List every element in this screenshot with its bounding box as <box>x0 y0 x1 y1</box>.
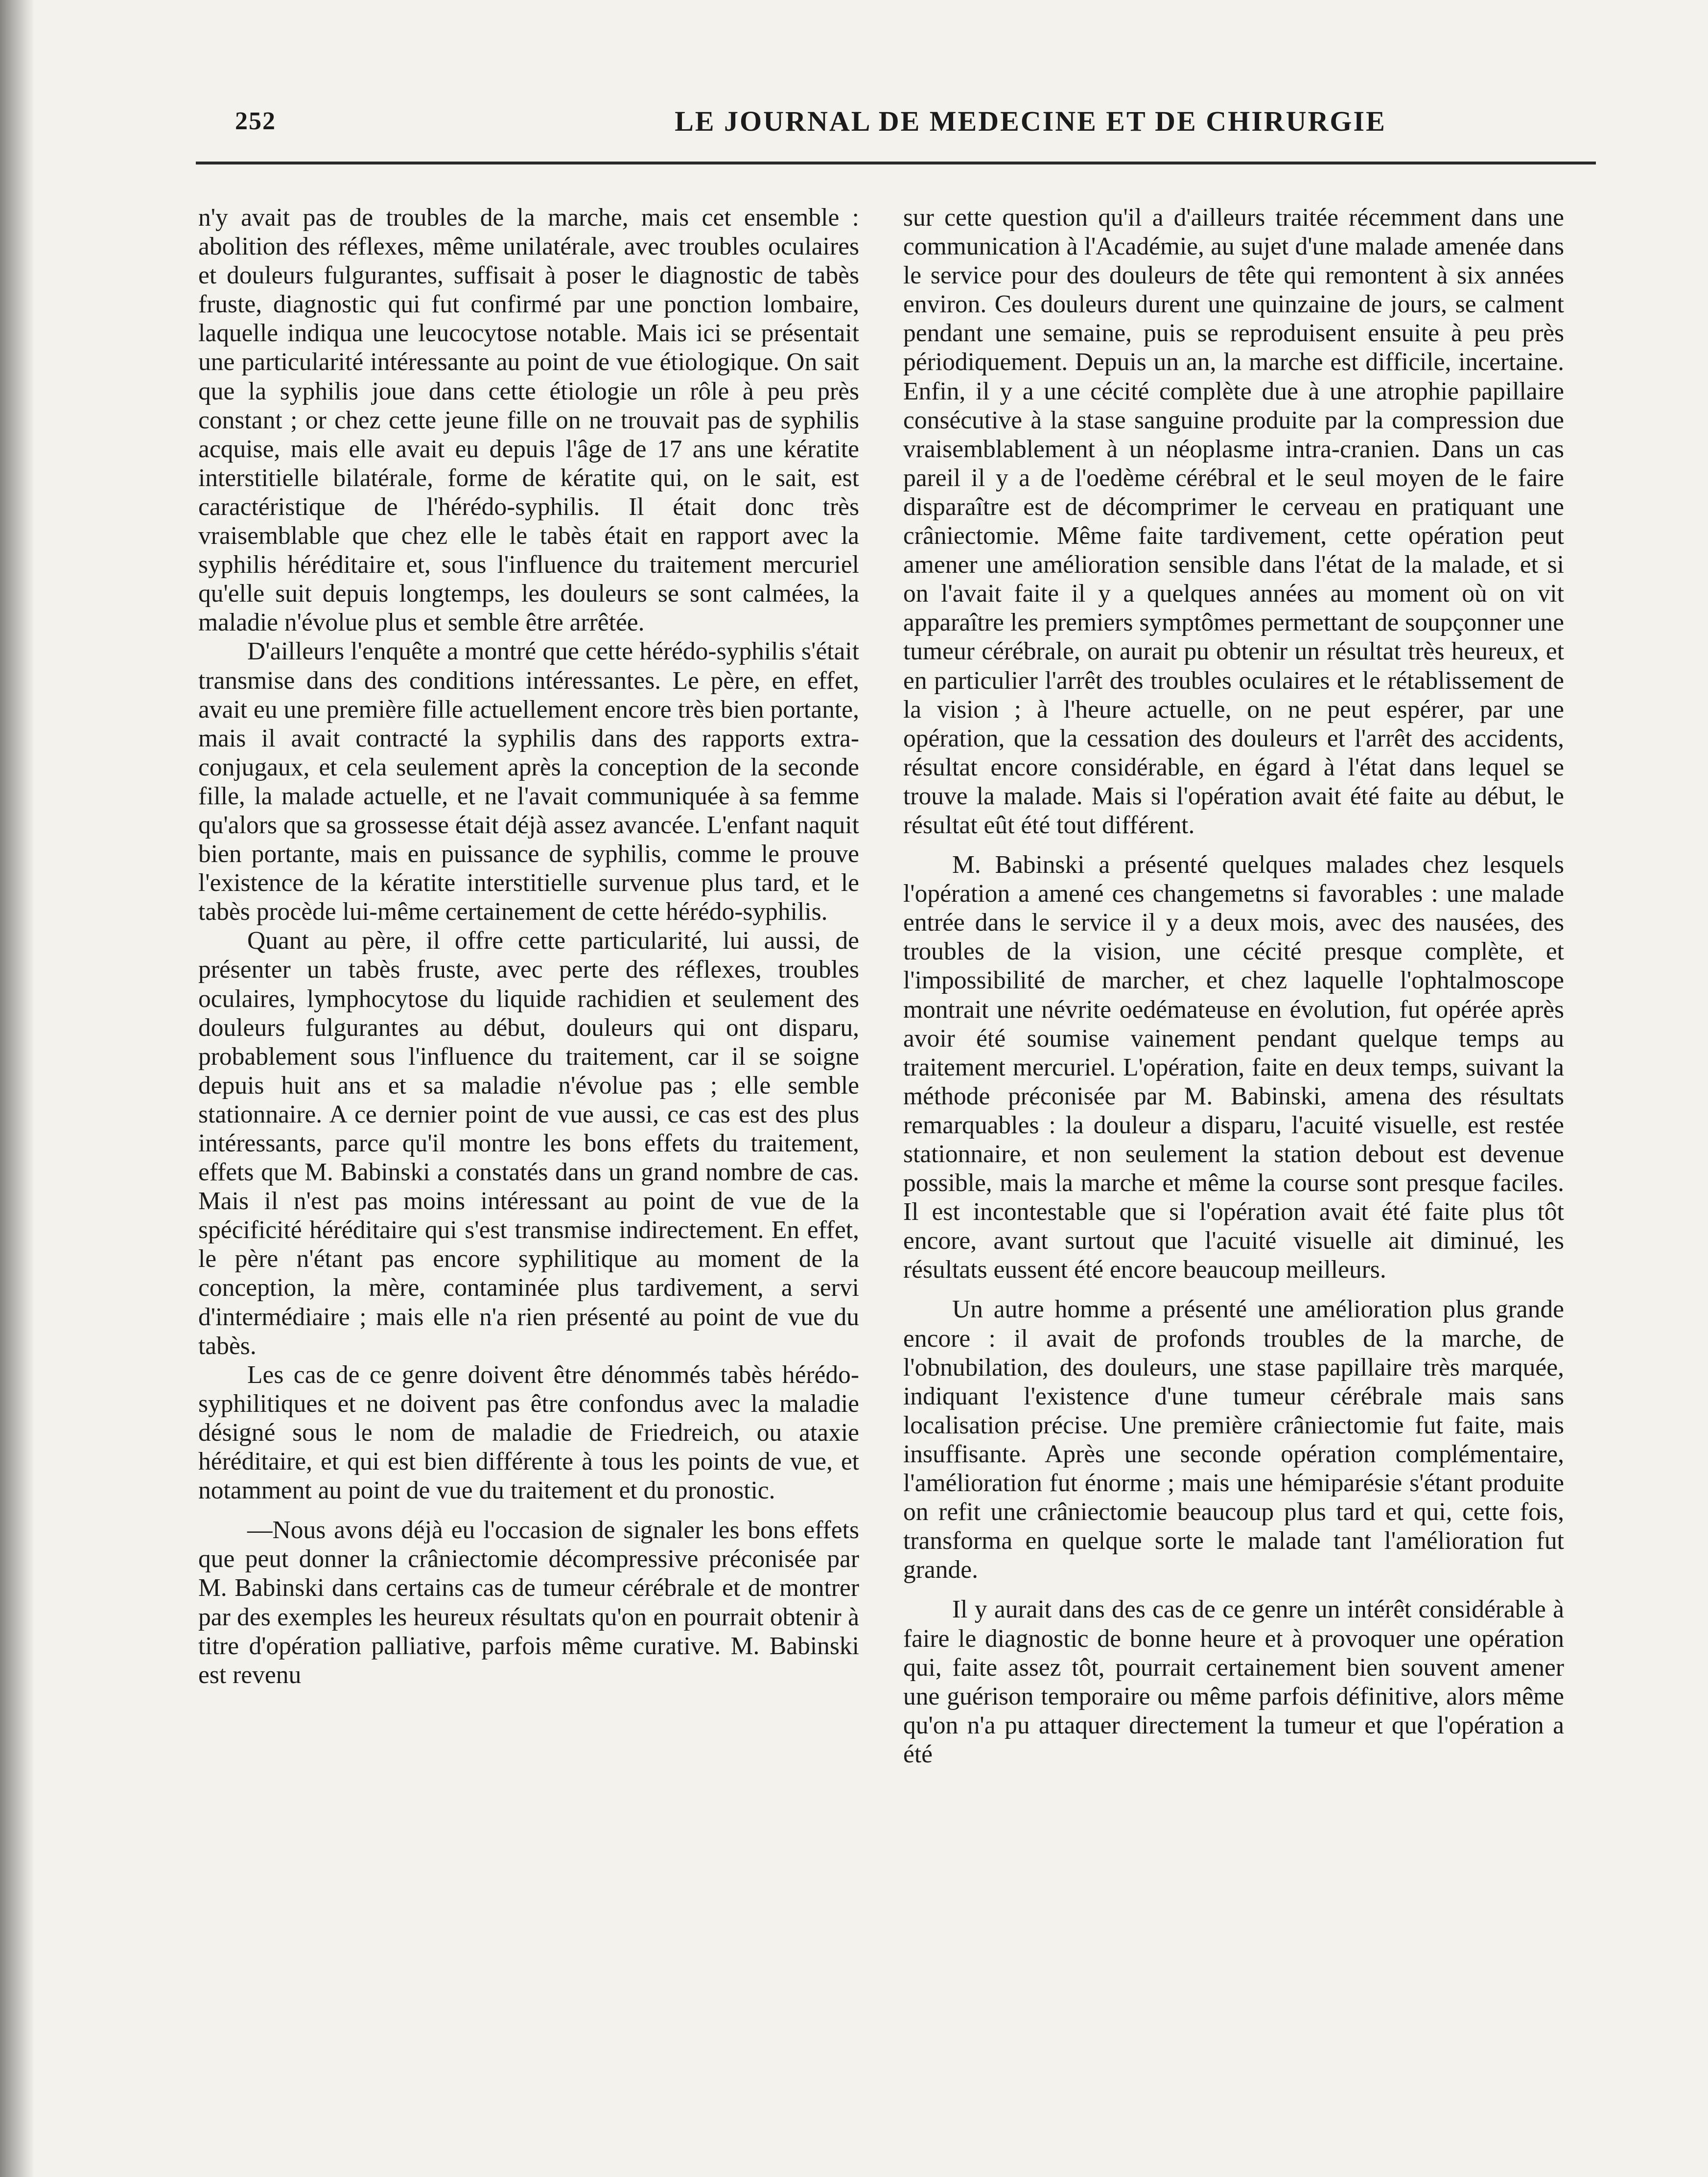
page-number: 252 <box>235 107 276 135</box>
right-paragraph-1: sur cette question qu'il a d'ailleurs traitée récemment dans une communication à l'Académie, au sujet d'une malade amenée dans le service pour des douleurs de tête qui remontent à six années environ. Ces douleurs durent une quinzaine de jours, se calment pendant une semaine, puis se reproduisent ensuite à peu près périodiquement. Depuis un an, la marche est difficile, incertaine. Enfin, il y a une cécité complète due à une atrophie papillaire consécutive à la stase sanguine produite par la compression due vraisemblablement à un néoplasme intra-cranien. Dans un cas pareil il y a de l'oedème cérébral et le seul moyen de le faire disparaître est de décomprimer le cerveau en pratiquant une crâniectomie. Même faite tardivement, cette opération peut amener une amélioration sensible dans l'état de la malade, et si on l'avait faite il y a quelques années au moment où on vit apparaître les premiers symptômes permettant de soupçonner une tumeur cérébrale, on aurait pu obtenir un résultat très heureux, et en particulier l'arrêt des troubles oculaires et le rétablissement de la vision ; à l'heure actuelle, on ne peut espérer, par une opération, que la cessation des douleurs et l'arrêt des accidents, résultat encore considérable, en égard à l'état dans lequel se trouve la malade. Mais si l'opération avait été faite au début, le résultat eût été tout différent. <box>903 204 1564 839</box>
left-paragraph-1: n'y avait pas de troubles de la marche, mais cet ensemble : abolition des réflexes, même unilatérale, avec troubles oculaires et douleurs fulgurantes, suffisait à poser le diagnostic de tabès fruste, diagnostic qui fut confirmé par une ponction lombaire, laquelle indiqua une leucocytose notable. Mais ici se présentait une particularité intéressante au point de vue étiologique. On sait que la syphilis joue dans cette étiologie un rôle à peu près constant ; or chez cette jeune fille on ne trouvait pas de syphilis acquise, mais elle avait eu depuis l'âge de 17 ans une kératite interstitielle bilatérale, forme de kératite qui, on le sait, est caractéristique de l'hérédo-syphilis. Il était donc très vraisemblable que chez elle le tabès était en rapport avec la syphilis héréditaire et, sous l'influence du traitement mercuriel qu'elle suit depuis longtemps, les douleurs se sont calmées, la maladie n'évolue plus et semble être arrêtée. <box>198 204 859 637</box>
right-paragraph-3: Un autre homme a présenté une amélioration plus grande encore : il avait de profonds troubles de la marche, de l'obnubilation, des douleurs, une stase papillaire très marquée, indiquant l'existence d'une tumeur cérébrale mais sans localisation précise. Une première crâniectomie fut faite, mais insuffisante. Après une seconde opération complémentaire, l'amélioration fut énorme ; mais une hémiparésie s'étant produite on refit une crâniectomie beaucoup plus tard et qui, cette fois, transforma en quelque sorte le malade tant l'amélioration fut grande. <box>903 1295 1564 1584</box>
left-column <box>198 203 859 1689</box>
left-paragraph-4: Les cas de ce genre doivent être dénommés tabès hérédo-syphilitiques et ne doivent pas être confondus avec la maladie désigné sous le nom de maladie de Friedreich, ou ataxie héréditaire, et qui est bien différente à tous les points de vue, et notamment au point de vue du traitement et du pronostic. <box>198 1360 859 1505</box>
right-paragraph-2: M. Babinski a présenté quelques malades chez lesquels l'opération a amené ces changemetns si favorables : une malade entrée dans le service il y a deux mois, avec des nausées, des troubles de la vision, une cécité presque complète, et l'impossibilité de marcher, et chez laquelle l'ophtalmoscope montrait une névrite oedémateuse en évolution, fut opérée après avoir été soumise vainement pendant quelque temps au traitement mercuriel. L'opération, faite en deux temps, suivant la méthode préconisée par M. Babinski, amena des résultats remarquables : la douleur a disparu, l'acuité visuelle, est restée stationnaire, et non seulement la station debout est devenue possible, mais la marche et même la course sont presque faciles. Il est incontestable que si l'opération avait été faite plus tôt encore, avant surtout que l'acuité visuelle ait diminué, les résultats eussent été encore beaucoup meilleurs. <box>903 851 1564 1284</box>
left-paragraph-2: D'ailleurs l'enquête a montré que cette hérédo-syphilis s'était transmise dans des conditions intéressantes. Le père, en effet, avait eu une première fille actuellement encore très bien portante, mais il avait contracté la syphilis dans des rapports extra-conjugaux, et cela seulement après la conception de la seconde fille, la malade actuelle, et ne l'avait communiquée à sa femme qu'alors que sa grossesse était déjà assez avancée. L'enfant naquit bien portante, mais en puissance de syphilis, comme le prouve l'existence de la kératite interstitielle survenue plus tard, et le tabès procède lui-même certainement de cette hérédo-syphilis. <box>198 637 859 926</box>
journal-title: LE JOURNAL DE MEDECINE ET DE CHIRURGIE <box>675 105 1386 137</box>
header-rule <box>196 162 1596 164</box>
scan-edge-shadow <box>0 0 34 2177</box>
page-header <box>235 98 1591 157</box>
left-paragraph-3: Quant au père, il offre cette particularité, lui aussi, de présenter un tabès fruste, avec perte des réflexes, troubles oculaires, lymphocytose du liquide rachidien et seulement des douleurs fulgurantes au début, douleurs qui ont disparu, probablement sous l'influence du traitement, car il se soigne depuis huit ans et sa maladie n'évolue pas ; elle semble stationnaire. A ce dernier point de vue aussi, ce cas est des plus intéressants, parce qu'il montre les bons effets du traitement, effets que M. Babinski a constatés dans un grand nombre de cas. Mais il n'est pas moins intéressant au point de vue de la spécificité héréditaire qui s'est transmise indirectement. En effet, le père n'étant pas encore syphilitique au moment de la conception, la mère, contaminée plus tardivement, a servi d'intermédiaire ; mais elle n'a rien présenté au point de vue du tabès. <box>198 927 859 1360</box>
right-column <box>903 203 1564 1769</box>
left-paragraph-5: —Nous avons déjà eu l'occasion de signaler les bons effets que peut donner la crâniectomie décompressive préconisée par M. Babinski dans certains cas de tumeur cérébrale et de montrer par des exemples les heureux résultats qu'on en pourrait obtenir à titre d'opération palliative, parfois même curative. M. Babinski est revenu <box>198 1516 859 1689</box>
right-paragraph-4: Il y aurait dans des cas de ce genre un intérêt considérable à faire le diagnostic de bonne heure et à provoquer une opération qui, faite assez tôt, pourrait certainement bien souvent amener une guérison temporaire ou même parfois définitive, alors même qu'on n'a pu attaquer directement la tumeur et que l'opération a été <box>903 1595 1564 1768</box>
